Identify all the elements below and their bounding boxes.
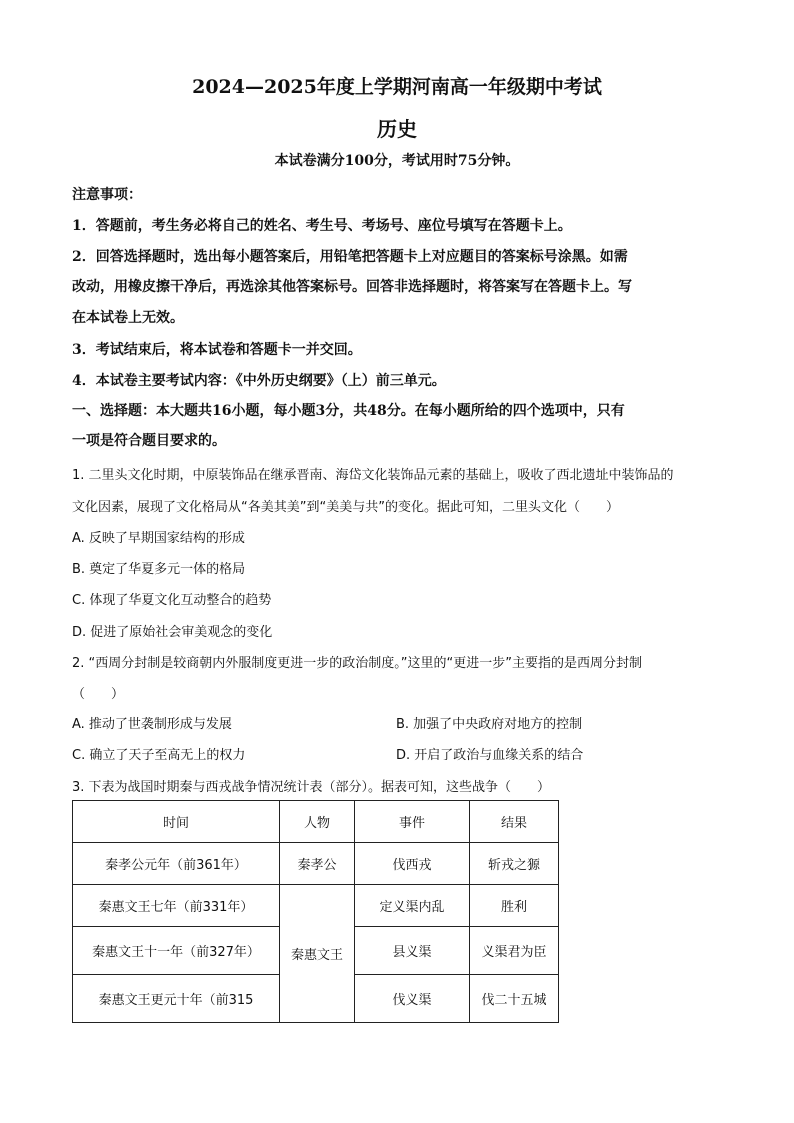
table-row <box>73 885 559 927</box>
question-1-option-d: D. 促进了原始社会审美观念的变化 <box>72 625 273 640</box>
table-header-event: 事件 <box>355 801 470 843</box>
table-cell-time: 秦孝公元年（前361年） <box>73 843 280 885</box>
table-cell-event: 伐义渠 <box>355 975 470 1023</box>
question-1-option-b: B. 奠定了华夏多元一体的格局 <box>72 562 246 577</box>
note-item-2-line-2: 改动，用橡皮擦干净后，再选涂其他答案标号。回答非选择题时，将答案写在答题卡上。写 <box>72 279 632 295</box>
table-cell-event: 定义渠内乱 <box>355 885 470 927</box>
table-cell-result: 胜利 <box>470 885 559 927</box>
notes-heading: 注意事项： <box>72 187 142 203</box>
table-cell-event: 伐西戎 <box>355 843 470 885</box>
subject-title: 历史 <box>377 117 417 141</box>
table-header-person: 人物 <box>280 801 355 843</box>
table-cell-person: 秦惠文王 <box>280 885 355 1023</box>
question-2-stem-line-2: （ ） <box>72 687 125 702</box>
section-heading-line-1: 一、选择题：本大题共16小题，每小题3分，共48分。在每小题所给的四个选项中，只有 <box>72 403 625 419</box>
table-row <box>73 843 559 885</box>
exam-title: 2024—2025年度上学期河南高一年级期中考试 <box>192 76 602 98</box>
question-2-option-a: A. 推动了世袭制形成与发展 <box>72 717 232 732</box>
question-1-option-c: C. 体现了华夏文化互动整合的趋势 <box>72 593 272 608</box>
note-item-2-line-3: 在本试卷上无效。 <box>72 310 184 326</box>
question-1-option-a: A. 反映了早期国家结构的形成 <box>72 531 245 546</box>
note-item-1: 1．答题前，考生务必将自己的姓名、考生号、考场号、座位号填写在答题卡上。 <box>72 218 572 234</box>
question-2-option-b: B. 加强了中央政府对地方的控制 <box>396 717 583 732</box>
exam-info: 本试卷满分100分，考试用时75分钟。 <box>274 153 520 169</box>
war-statistics-table <box>72 800 559 1023</box>
question-3-stem: 3. 下表为战国时期秦与西戎战争情况统计表（部分）。据表可知，这些战争（ ） <box>72 780 551 795</box>
question-2-option-d: D. 开启了政治与血缘关系的结合 <box>396 748 584 763</box>
table-header-row <box>73 801 559 843</box>
note-item-3: 3．考试结束后，将本试卷和答题卡一并交回。 <box>72 342 362 358</box>
question-1-stem-line-1: 1. 二里头文化时期，中原装饰品在继承晋南、海岱文化装饰品元素的基础上，吸收了西北遗址中装饰品的 <box>72 468 674 483</box>
question-1-stem-line-2: 文化因素，展现了文化格局从“各美其美”到“美美与共”的变化。据此可知，二里头文化（ ） <box>72 500 619 515</box>
table-cell-time: 秦惠文王七年（前331年） <box>73 885 280 927</box>
table-cell-result: 义渠君为臣 <box>470 927 559 975</box>
table-cell-event: 县义渠 <box>355 927 470 975</box>
table-cell-time: 秦惠文王更元十年（前315 <box>73 975 280 1023</box>
table-header-time: 时间 <box>73 801 280 843</box>
note-item-4: 4．本试卷主要考试内容：《中外历史纲要》（上）前三单元。 <box>72 373 446 389</box>
table-cell-result: 伐二十五城 <box>470 975 559 1023</box>
table-cell-time: 秦惠文王十一年（前327年） <box>73 927 280 975</box>
question-2-option-c: C. 确立了天子至高无上的权力 <box>72 748 246 763</box>
question-2-stem-line-1: 2. “西周分封制是较商朝内外服制度更进一步的政治制度。”这里的“更进一步”主要指的是西周分封制 <box>72 656 642 671</box>
note-item-2-line-1: 2．回答选择题时，选出每小题答案后，用铅笔把答题卡上对应题目的答案标号涂黑。如需 <box>72 249 628 265</box>
table-cell-person: 秦孝公 <box>280 843 355 885</box>
table-header-result: 结果 <box>470 801 559 843</box>
section-heading-line-2: 一项是符合题目要求的。 <box>72 433 226 449</box>
table-cell-result: 斩戎之獂 <box>470 843 559 885</box>
